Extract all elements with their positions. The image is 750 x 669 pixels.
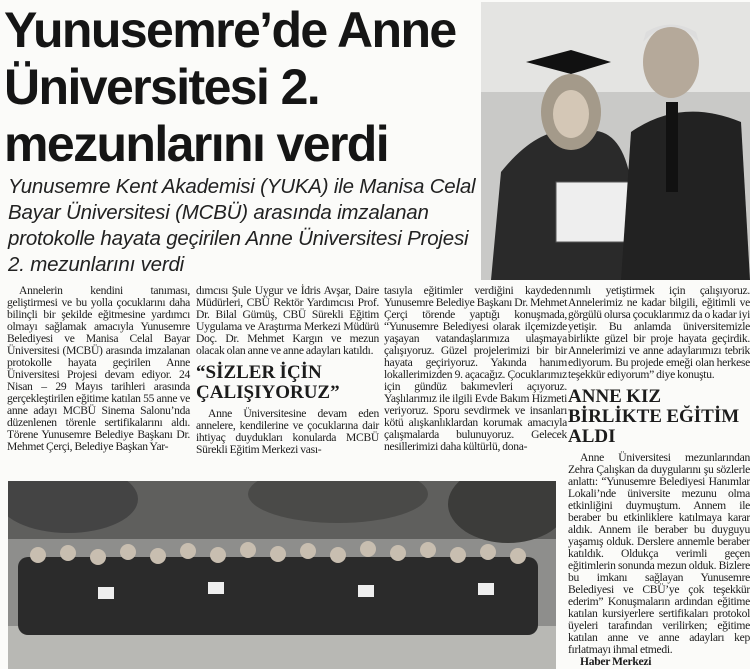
body-paragraph: Annelerin kendini tanıması, geliştirmesi ve bu yolla çocuklarını daha bilinçli bir şekilde eğitmesine yardımcı olmayı sağlamak amacıyla Yunusemre Belediyesi ve Manisa Celal Bayar Üniversitesi (MCBÜ) arasında imzalanan protokolle hayata geçirilen Anne Üniversitesi Projesi devam ediyor. 24 Nisan – 29 Mayıs tarihleri arasında gerçekleştirilen eğitime katılan 55 anne ve anne adayı MCBÜ Sinema Salonu’nda düzenlenen törenle sertifikalarını aldı. Törene Yunusemre Belediye Başkanı Dr. Mehmet Çerçi, Belediye Başkan Yar- xyxy=(7,284,190,453)
article-column-1 xyxy=(7,285,190,453)
article-column-4 xyxy=(568,285,750,668)
subheadline: Yunusemre Kent Akademisi (YUKA) ile Manisa Celal Bayar Üniversitesi (MCBÜ) arasında imzalanan protokolle hayata geçirilen Anne Üniversitesi Projesi 2. mezunlarını verdi xyxy=(8,175,476,276)
headline: Yunusemre’de Anne Üniversitesi 2. mezunlarını verdi xyxy=(4,2,456,172)
body-paragraph: Anne Üniversitesine devam eden annelere, kendilerine ve çocuklarına dair ihtiyaç duydukları konularda MCBÜ Sürekli Eğitim Merkezi vası- xyxy=(196,407,379,456)
subheading-sizler-icin: “SİZLER İÇİN ÇALIŞIYORUZ” xyxy=(196,362,340,403)
article-column-3 xyxy=(384,285,567,453)
byline: Haber Merkezi xyxy=(580,655,652,668)
body-paragraph: tasıyla eğitimler verdiğini kaydeden Yunusemre Belediye Başkanı Dr. Mehmet Çerçi törende yaptığı konuşmada, “Yunusemre Belediyesi olarak ilçemizde yaşayan vatandaşlarımıza ulaşmaya çalışıyoruz. Güzel projelerimizi bir bir hayata geçiriyoruz. Yakında hanım lokallerimizden 9. açacağız. Çocuklarımız için gündüz bakımevleri açıyoruz. Yaşlılarımız ile ilgili Evde Bakım Hizmeti veriyoruz. Sporu sevdirmek ve insanları kötü alışkanlıklardan korumak amacıyla çalışmalarda bulunuyoruz. Gelecek nesillerimizi daha kültürlü, dona- xyxy=(384,284,567,453)
group-graduation-photo xyxy=(8,481,556,669)
body-paragraph: Anne Üniversitesi mezunlarından Zehra Çalışkan da duygularını şu sözlerle anlattı: “Yunusemre Belediyesi Hanımlar Lokali’nde üniversite mezunu olma etkinliğini duymuştum. Annem ile beraber bu etkinliklere katılmaya karar aldık. Annem ile beraber bu duyguyu yaşamış olduk. Derslere annemle beraber katıldık. Oldukça verimli geçen eğitimlerin sonunda mezun olduk. Bizlere bu imkanı sağlayan Yunusemre Belediyesi ve CBÜ’ye çok teşekkür ederim” Konuşmaların ardından eğitime katılan kursiyerlere sertifikaları protokol üyeleri tarafından verilirken; eğitime katılan anne ve anne adayları kep fırlatmayı ihmal etmedi. xyxy=(568,451,750,656)
body-paragraph: dımcısı Şule Uygur ve İdris Avşar, Daire Müdürleri, CBÜ Rektör Yardımcısı Prof. Dr. Bilal Gümüş, CBÜ Sürekli Eğitim Uygulama ve Araştırma Merkezi Müdürü Doç. Dr. Mehmet Kargın ve mezun olacak olan anne ve anne adayları katıldı. xyxy=(196,284,379,357)
graduate-with-mayor-photo xyxy=(481,2,750,280)
subheading-anne-kiz: ANNE KIZ BİRLİKTE EĞİTİM ALDI xyxy=(568,386,740,447)
article-column-2 xyxy=(196,285,379,456)
body-paragraph: nımlı yetiştirmek için çalışıyoruz. Annelerimiz ne kadar bilgili, eğitimli ve görgülü olursa çocuklarımız da o kadar iyi yetişir. Bu anlamda üniversitemizle birlikte güzel bir proje hayata geçirdik. Annelerimizi ve anne adaylarımızı tebrik ediyorum. Bu projede emeği olan herkese teşekkür ediyorum” diye konuştu. xyxy=(568,284,750,381)
